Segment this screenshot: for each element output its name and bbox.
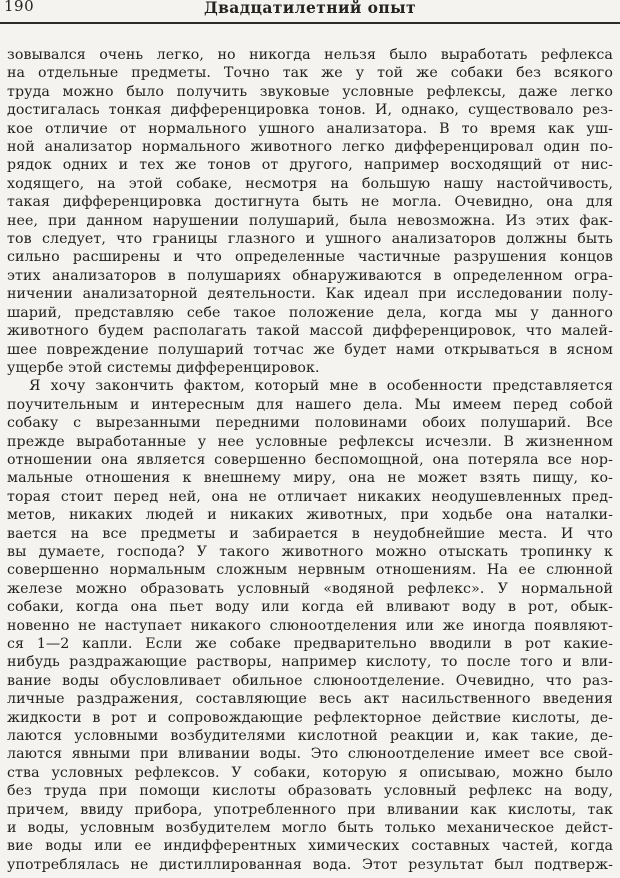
text-line: собаку с вырезанными передними половинами обоих полушарий. Все: [7, 415, 613, 432]
text-line: ной анализатор нормального животного легко дифференцировал один по-: [7, 139, 613, 156]
text-line: вы думаете, господа? У такого животного можно отыскать тропинку к: [7, 543, 613, 560]
text-line: собаки, когда она пьет воду или когда ей вливают воду в рот, обык-: [7, 599, 613, 616]
text-line: прежде выработанные у нее условные рефлексы исчезли. В жизненном: [7, 433, 613, 450]
text-line: шее повреждение полушарий тотчас же будет нами открываться в ясном: [7, 341, 613, 358]
text-line: достигалась тонкая дифференцировка тонов. И, однако, существовало рез-: [7, 102, 613, 119]
text-line: труда можно было получить звуковые условные рефлексы, даже легко: [7, 83, 613, 100]
text-line: личные раздражения, составляющие весь акт насильственного введения: [7, 691, 613, 708]
text-line: вается на все предметы и забирается в неудобнейшие места. И что: [7, 525, 613, 542]
text-line: отношении она является совершенно беспомощной, она потеряла все нор-: [7, 451, 613, 468]
text-line: нее, при данном нарушении полушарий, была невозможна. Из этих фак-: [7, 212, 613, 229]
text-line: ства условных рефлексов. У собаки, которую я описываю, можно было: [7, 764, 613, 781]
text-line: метов, никаких людей и никаких животных, при ходьбе она наталки-: [7, 507, 613, 524]
text-line: кое отличие от нормального ушного анализатора. В то время как уш-: [7, 120, 613, 137]
text-line: лаются условными возбудителями кислотной реакции и, как такие, де-: [7, 728, 613, 745]
text-line: поучительным и интересным для нашего дела. Мы имеем перед собой: [7, 396, 613, 413]
text-line: ходящего, на этой собаке, несмотря на большую нашу настойчивость,: [7, 175, 613, 192]
text-line: этих анализаторов в полушариях обнаруживаются в определенном огра-: [7, 267, 613, 284]
text-line: вание воды обусловливает обильное слюноотделение. Очевидно, что раз-: [7, 672, 613, 689]
text-line: без труда при помощи кислоты образовать условный рефлекс на воду,: [7, 783, 613, 800]
text-line: сильно расширены и что определенные частичные разрушения концов: [7, 249, 613, 266]
text-line: железе можно образовать условный «водяной рефлекс». У нормальной: [7, 580, 613, 597]
text-line: новенно не наступает никакого слюноотделения или же иногда появляют-: [7, 617, 613, 634]
text-line: лаются явными при вливании воды. Это слюноотделение имеет все свой-: [7, 746, 613, 763]
header-rule: [0, 22, 620, 24]
text-line: ущербе этой системы дифференцировок.: [7, 359, 320, 376]
text-line: рядок одних и тех же тонов от другого, например восходящий от нис-: [7, 157, 613, 174]
text-line: торая стоит перед ней, она не отличает никаких неодушевленных пред-: [7, 488, 613, 505]
running-title: Двадцатилетний опыт: [203, 0, 417, 17]
text-line: животного будем располагать такой массой дифференцировок, что малей-: [7, 323, 613, 340]
text-line: жидкости в рот и сопровождающие рефлекторное действие кислоты, де-: [7, 709, 613, 726]
page-number: 190: [4, 0, 35, 15]
text-line: ничении анализаторной деятельности. Как идеал при исследовании полу-: [7, 286, 613, 303]
text-line: вие воды или ее индифферентных химических составных частей, когда: [7, 838, 613, 855]
text-line: ся 1—2 капли. Если же собаке предварительно вводили в рот какие-: [7, 636, 613, 652]
text-line: нибудь раздражающие растворы, например кислоту, то после того и вли-: [7, 654, 613, 671]
text-line: тов следует, что границы глазного и ушного анализаторов должны быть: [7, 231, 613, 248]
text-line: и воды, условным возбудителем могло быть только механическое дейст-: [7, 820, 613, 837]
text-line: на отдельные предметы. Точно так же у той же собаки без всякого: [7, 65, 613, 82]
text-line: мальные отношения к внешнему миру, она не может взять пищу, ко-: [7, 470, 613, 487]
text-line: совершенно нормальным сложным нервным отношениям. На ее слюнной: [7, 562, 613, 579]
text-line: такая дифференцировка достигнута быть не могла. Очевидно, она для: [7, 194, 613, 211]
text-line: зовывался очень легко, но никогда нельзя было выработать рефлекса: [7, 47, 613, 63]
text-line: причем, ввиду прибора, употребленного при вливании как кислоты, так: [7, 801, 613, 818]
text-line: Я хочу закончить фактом, который мне в особенности представляется: [29, 378, 613, 395]
text-line: шарий, представляю себе такое положение дела, когда мы у данного: [7, 304, 613, 321]
text-line: употреблялась не дистиллированная вода. Этот результат был подтверж-: [7, 856, 613, 873]
body-text: [7, 46, 613, 874]
page-header: [0, 0, 620, 24]
